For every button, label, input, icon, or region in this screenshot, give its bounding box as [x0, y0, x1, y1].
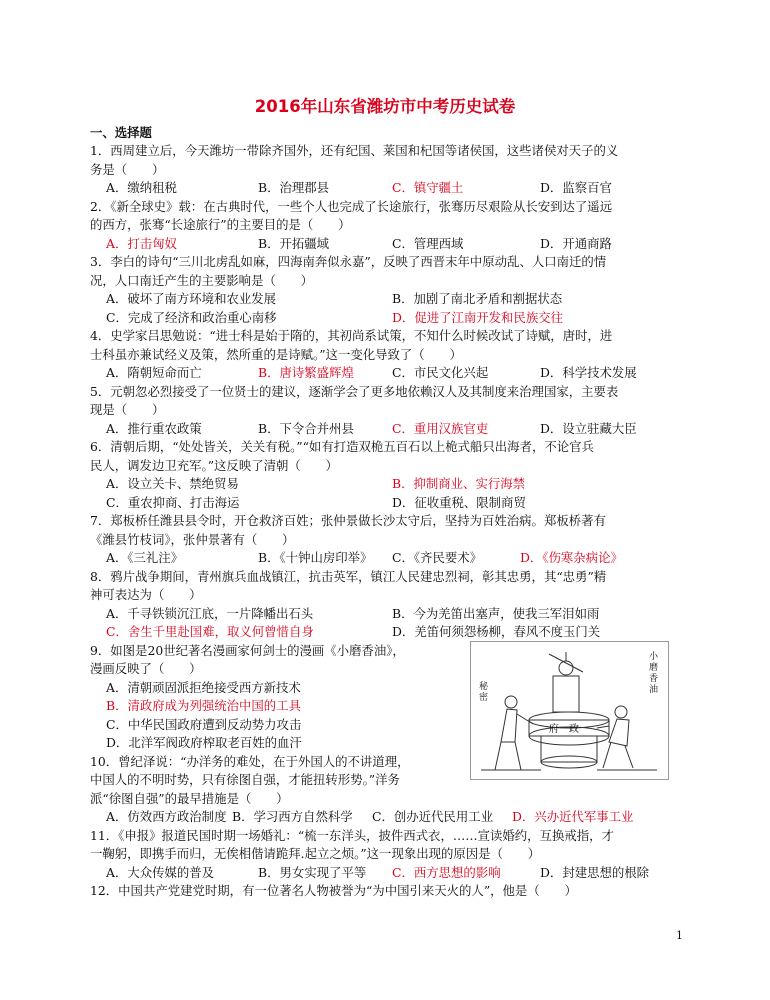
q9-option-d: D．北洋军阀政府榨取老百姓的血汗: [106, 735, 302, 750]
cartoon-figure: [470, 641, 669, 780]
q10-stem-cont2: 派“徐图自强”的最早措施是（ ）: [90, 791, 289, 806]
q1-option-d: D．监察百官: [540, 180, 612, 195]
q5-option-a: A．推行重农政策: [106, 421, 202, 436]
q8-option-d: D．羌笛何须怨杨柳，春风不度玉门关: [392, 624, 601, 639]
q3-option-c: C．完成了经济和政治重心南移: [106, 310, 277, 325]
q11-option-a: A．大众传媒的普及: [106, 865, 215, 880]
q7-option-c: C．《齐民要术》: [392, 550, 483, 565]
q4-option-d: D．科学技术发展: [540, 365, 637, 380]
q4-stem: 4．史学家吕思勉说：“进士科是始于隋的，其初尚系试策，不知什么时候改试了诗赋，唐时，进: [90, 328, 613, 343]
q10-option-c: C．创办近代民用工业: [372, 809, 493, 824]
q6-option-b: B．抑制商业、实行海禁: [392, 476, 526, 491]
q4-option-a: A．隋朝短命而亡: [106, 365, 202, 380]
q1-option-c: C．镇守疆土: [392, 180, 464, 195]
q9-option-c: C．中华民国政府遭到反动势力攻击: [106, 717, 302, 732]
q1-stem: 1．西周建立后，今天潍坊一带除齐国外，还有纪国、莱国和杞国等诸侯国，这些诸侯对天子的义: [90, 143, 619, 158]
q6-stem-cont: 民人，调发边卫充军。”这反映了清朝（ ）: [90, 458, 338, 473]
q2-option-d: D．开通商路: [540, 236, 612, 251]
q3-stem-cont: 况，人口南迁产生的主要影响是（ ）: [90, 273, 314, 288]
q7-option-a: A．《三礼注》: [106, 550, 184, 565]
q2-stem-cont: 的西方，张骞“长途旅行”的主要目的是（ ）: [90, 217, 351, 232]
cartoon-caption-left: 秘密: [479, 682, 489, 703]
cartoon-caption-title: 小磨香油: [649, 652, 659, 695]
q11-option-c: C．西方思想的影响: [392, 865, 501, 880]
q12-stem: 12．中国共产党建党时期，有一位著名人物被誉为“为中国引来天火的人”，他是（ ）: [90, 883, 577, 898]
q10-option-b: B．学习西方自然科学: [232, 809, 353, 824]
q10-stem: 10．曾纪泽说：“办洋务的难处，在于外国人的不讲道理，: [90, 754, 410, 769]
q11-option-d: D．封建思想的根除: [540, 865, 650, 880]
q8-stem: 8．鸦片战争期间，青州旗兵血战镇江，抗击英军，镇江人民建忠烈祠，彰其忠勇，其“忠勇”精: [90, 569, 607, 584]
page-number: 1: [676, 929, 683, 942]
q3-option-a: A．破坏了南方环境和农业发展: [106, 291, 277, 306]
q1-option-a: A．缴纳租税: [106, 180, 177, 195]
section-heading: 一、选择题: [90, 125, 152, 140]
q10-stem-cont: 中国人的不明时势，只有徐图自强，才能扭转形势。”洋务: [90, 772, 400, 787]
q4-option-b: B．唐诗繁盛辉煌: [258, 365, 354, 380]
q6-option-a: A．设立关卡、禁绝贸易: [106, 476, 239, 491]
q2-option-a: A．打击匈奴: [106, 236, 177, 251]
q11-option-b: B．男女实现了平等: [258, 865, 367, 880]
q8-option-b: B．今为羌笛出塞声，使我三军泪如雨: [392, 606, 600, 621]
q1-option-b: B．治理郡县: [258, 180, 330, 195]
q8-option-a: A．千寻铁锁沉江底，一片降幡出石头: [106, 606, 314, 621]
q9-option-a: A．清朝顽固派拒绝接受西方新技术: [106, 680, 301, 695]
q6-option-c: C．重农抑商、打击海运: [106, 495, 240, 510]
q10-option-d: D．兴办近代军事工业: [512, 809, 634, 824]
q7-stem: 7．郑板桥任潍县县令时，开仓救济百姓；张仲景做长沙太守后，坚持为百姓治病。郑板桥著有: [90, 513, 606, 528]
q7-option-b: B．《十钟山房印举》: [258, 550, 373, 565]
q1-stem-cont: 务是（ ）: [90, 162, 165, 177]
q9-option-b: B．清政府成为列强统治中国的工具: [106, 698, 301, 713]
q8-stem-cont: 神可表达为（ ）: [90, 587, 202, 602]
q3-stem: 3．李白的诗句“三川北虏乱如麻，四海南奔似永嘉”，反映了西晋末年中原动乱、人口南迁的情: [90, 254, 607, 269]
q6-option-d: D．征收重税、限制商贸: [392, 495, 526, 510]
q5-stem-cont: 现是（ ）: [90, 402, 165, 417]
q9-stem-cont: 漫画反映了（ ）: [90, 661, 202, 676]
q3-option-d: D．促进了江南开发和民族交往: [392, 310, 564, 325]
q9-stem: 9．如图是20世纪著名漫画家何剑士的漫画《小磨香油》，: [90, 643, 405, 658]
q10-option-a: A．仿效西方政治制度: [106, 809, 227, 824]
q8-option-c: C．舍生千里赴国难，取义何曾惜自身: [106, 624, 314, 639]
q4-option-c: C．市民文化兴起: [392, 365, 489, 380]
q2-stem: 2．《新全球史》载：在古典时代，一些个人也完成了长途旅行，张骞历尽艰险从长安到达了遥远: [90, 199, 613, 214]
q2-option-c: C．管理西域: [392, 236, 464, 251]
q4-stem-cont: 士科虽亦兼试经义及策，然所重的是诗赋。”这一变化导致了（ ）: [90, 347, 462, 362]
q11-stem: 11．《申报》报道民国时期一场婚礼：“梳一东洋头，披件西式衣，……宣读婚约，互换戒指，才: [90, 828, 614, 843]
cartoon-caption-middle: 府 政: [549, 724, 579, 735]
q5-option-c: C．重用汉族官吏: [392, 421, 489, 436]
q11-stem-cont: 一鞠躬，即携手而归，无俟相偕请跪拜.起立之烦。”这一现象出现的原因是（ ）: [90, 846, 541, 861]
cartoon-drawing: [471, 642, 668, 779]
exam-title: 2016年山东省潍坊市中考历史试卷: [254, 97, 516, 116]
q7-stem-cont: 《潍县竹枝词》，张仲景著有（ ）: [90, 532, 295, 547]
q5-option-b: B．下令合并州县: [258, 421, 354, 436]
q5-option-d: D．设立驻藏大臣: [540, 421, 637, 436]
q6-stem: 6．清朝后期，“处处皆关，关关有税。”“如有打造双桅五百石以上桅式船只出海者，不论官兵: [90, 439, 594, 454]
q2-option-b: B．开拓疆域: [258, 236, 330, 251]
q7-option-d: D．《伤寒杂病论》: [520, 550, 623, 565]
q3-option-b: B．加剧了南北矛盾和割据状态: [392, 291, 563, 306]
q5-stem: 5．元朝忽必烈接受了一位贤士的建议，逐渐学会了更多地依赖汉人及其制度来治理国家，主要表: [90, 384, 619, 399]
